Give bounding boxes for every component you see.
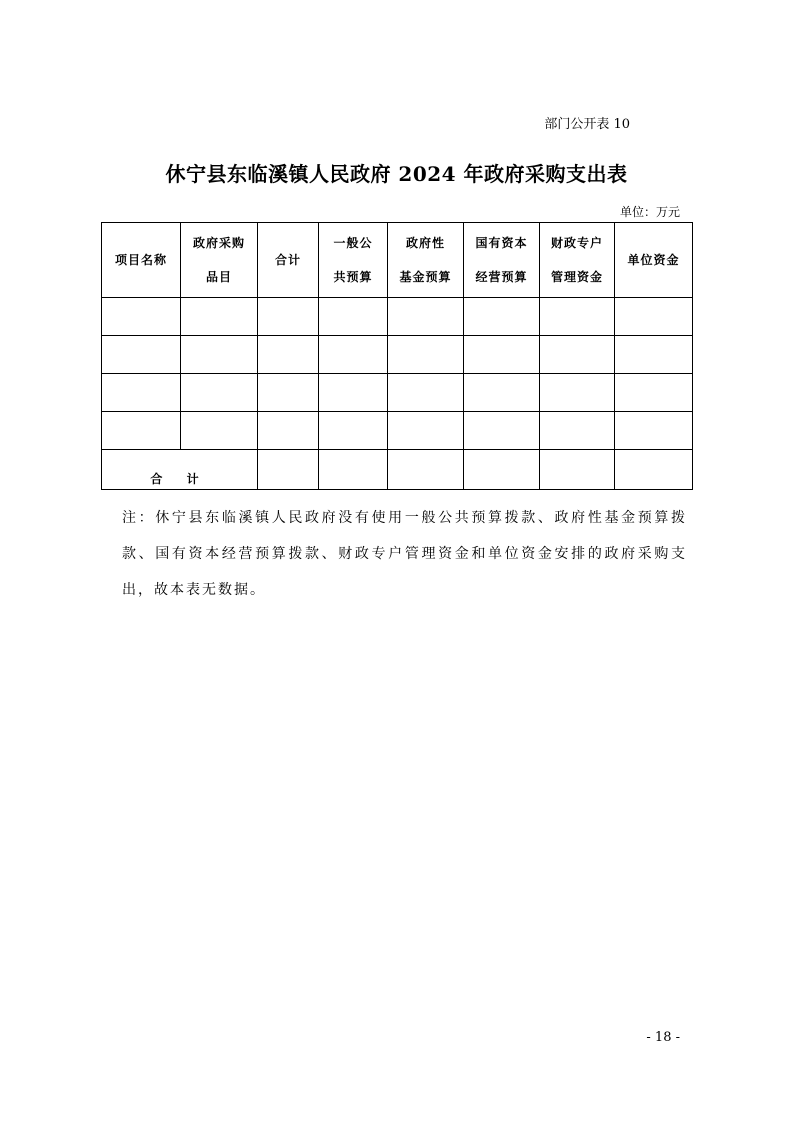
table-cell (540, 450, 615, 490)
table-cell (540, 298, 615, 336)
table-cell (181, 374, 258, 412)
table-cell (615, 336, 693, 374)
table-cell (181, 298, 258, 336)
table-cell (615, 298, 693, 336)
header-fiscal-special-account: 财政专户 管理资金 (540, 223, 615, 298)
table-cell (258, 412, 319, 450)
table-row (102, 336, 693, 374)
table-cell (615, 374, 693, 412)
table-cell (319, 412, 388, 450)
table-cell (319, 450, 388, 490)
table-cell (388, 450, 464, 490)
header-unit-funds: 单位资金 (615, 223, 693, 298)
table-cell (388, 374, 464, 412)
table-cell (181, 336, 258, 374)
table-cell (464, 336, 540, 374)
table-cell (258, 450, 319, 490)
header-state-capital-budget: 国有资本 经营预算 (464, 223, 540, 298)
page-number: - 18 - (646, 1030, 680, 1045)
table-cell (388, 298, 464, 336)
page-title: 休宁县东临溪镇人民政府 2024 年政府采购支出表 (165, 162, 628, 186)
table-cell (102, 336, 181, 374)
table-row (102, 298, 693, 336)
table-cell (258, 374, 319, 412)
table-cell (258, 336, 319, 374)
table-cell (464, 412, 540, 450)
table-cell (102, 298, 181, 336)
table-cell (464, 374, 540, 412)
table-cell (319, 336, 388, 374)
table-total-row (102, 450, 693, 490)
total-label: 合 计 (102, 450, 258, 490)
table-header-row (102, 223, 693, 298)
table-cell (615, 450, 693, 490)
header-item-name: 项目名称 (102, 223, 181, 298)
table-cell (464, 298, 540, 336)
table-cell (388, 336, 464, 374)
document-reference: 部门公开表 10 (544, 117, 630, 132)
procurement-expenditure-table (101, 222, 693, 490)
table-cell (102, 412, 181, 450)
table-cell (540, 374, 615, 412)
table-cell (102, 374, 181, 412)
table-cell (319, 374, 388, 412)
unit-label: 单位：万元 (619, 205, 680, 219)
table-cell (181, 412, 258, 450)
header-government-fund-budget: 政府性 基金预算 (388, 223, 464, 298)
table-cell (258, 298, 319, 336)
table-note: 注：休宁县东临溪镇人民政府没有使用一般公共预算拨款、政府性基金预算拨款、国有资本经营预算拨款、财政专户管理资金和单位资金安排的政府采购支出，故本表无数据。 (122, 510, 687, 598)
table-cell (540, 412, 615, 450)
table-cell (319, 298, 388, 336)
table-cell (540, 336, 615, 374)
table-row (102, 412, 693, 450)
table-row (102, 374, 693, 412)
table-cell (615, 412, 693, 450)
table-cell (388, 412, 464, 450)
header-total: 合计 (258, 223, 319, 298)
table-cell (464, 450, 540, 490)
header-procurement-category: 政府采购 品目 (181, 223, 258, 298)
header-general-budget: 一般公 共预算 (319, 223, 388, 298)
